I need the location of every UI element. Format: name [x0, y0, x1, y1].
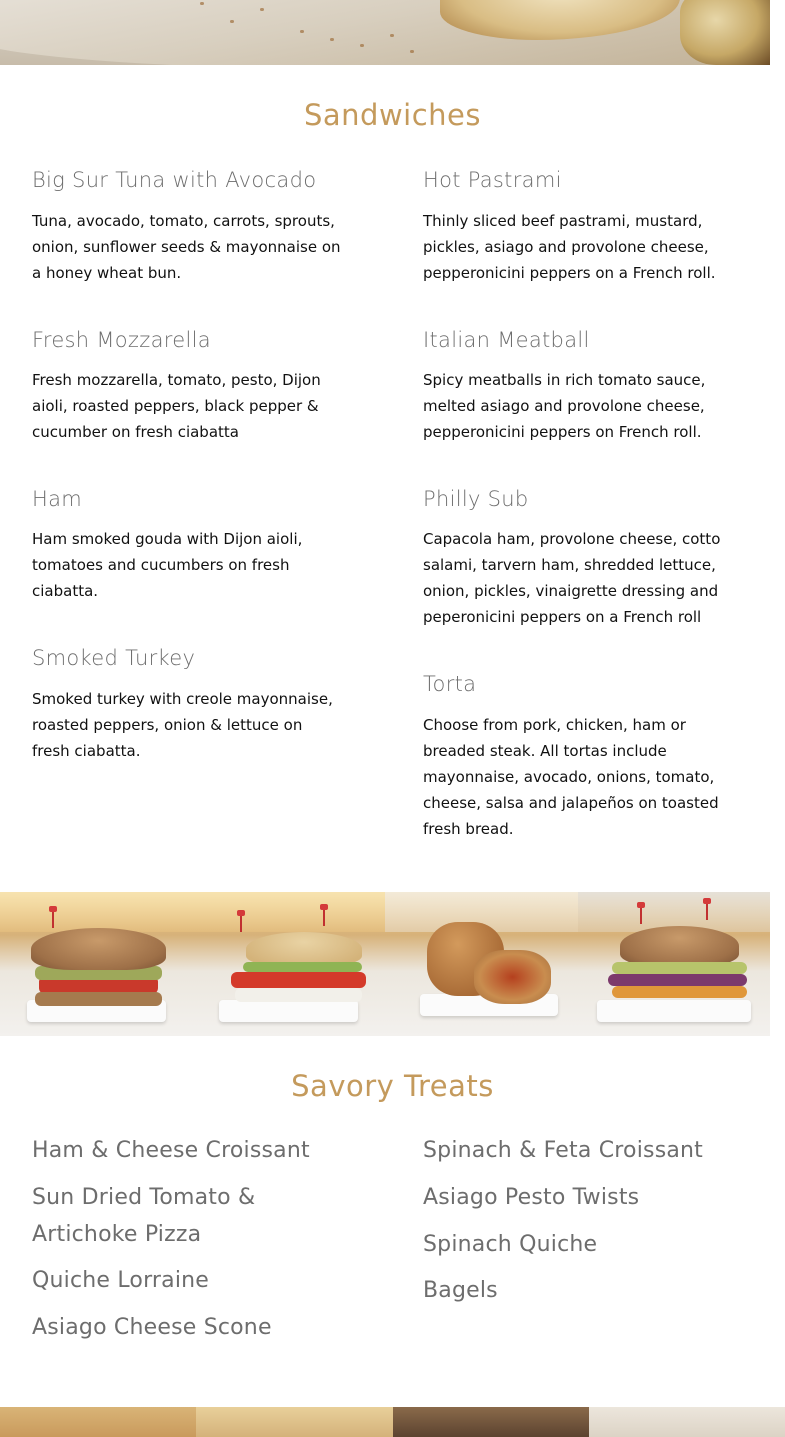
treat-photo[interactable] — [393, 1407, 589, 1437]
menu-item-name: Hot Pastrami — [423, 168, 562, 192]
treat-item: Sun Dried Tomato & Artichoke Pizza — [32, 1185, 256, 1247]
sandwich-photo[interactable] — [0, 892, 193, 1036]
menu-item-name: Torta — [423, 672, 477, 696]
treat-item: Spinach & Feta Croissant — [423, 1138, 704, 1163]
menu-item-description: Capacola ham, provolone cheese, cotto salami, tarvern ham, shredded lettuce, onion, pickles, vinaigrette dressing and peperonicini peppers on a French roll — [423, 530, 721, 626]
sandwich-photo-gallery — [0, 892, 770, 1036]
savory-treats-heading: Savory Treats — [291, 1069, 494, 1103]
menu-item-description: Ham smoked gouda with Dijon aioli, tomatoes and cucumbers on fresh ciabatta. — [32, 530, 303, 600]
menu-item-name: Fresh Mozzarella — [32, 328, 211, 352]
menu-item-name: Big Sur Tuna with Avocado — [32, 168, 317, 192]
sandwich-photo[interactable] — [578, 892, 771, 1036]
hero-photo — [0, 0, 770, 65]
menu-item-description: Fresh mozzarella, tomato, pesto, Dijon aioli, roasted peppers, black pepper & cucumber on fresh ciabatta — [32, 371, 321, 441]
menu-item-description: Choose from pork, chicken, ham or breaded steak. All tortas include mayonnaise, avocado, onions, tomato, cheese, salsa and jalapeños on toasted fresh bread. — [423, 716, 719, 838]
treat-item: Ham & Cheese Croissant — [32, 1138, 310, 1163]
treat-item: Spinach Quiche — [423, 1232, 598, 1257]
sandwiches-heading: Sandwiches — [303, 98, 482, 132]
treat-item: Asiago Pesto Twists — [423, 1185, 640, 1210]
treats-photo-gallery — [0, 1407, 785, 1437]
menu-item-description: Thinly sliced beef pastrami, mustard, pickles, asiago and provolone cheese, pepperonicini peppers on a French roll. — [423, 212, 716, 282]
menu-item-description: Tuna, avocado, tomato, carrots, sprouts, onion, sunflower seeds & mayonnaise on a honey wheat bun. — [32, 212, 341, 282]
menu-item-name: Ham — [32, 487, 83, 511]
treat-item: Asiago Cheese Scone — [32, 1315, 272, 1340]
menu-item-name: Smoked Turkey — [32, 646, 196, 670]
treat-item: Bagels — [423, 1278, 498, 1303]
sandwich-photo[interactable] — [385, 892, 578, 1036]
treat-item: Quiche Lorraine — [32, 1268, 210, 1293]
treat-photo[interactable] — [589, 1407, 785, 1437]
menu-item-description: Smoked turkey with creole mayonnaise, roasted peppers, onion & lettuce on fresh ciabatta. — [32, 690, 333, 760]
menu-item-name: Italian Meatball — [423, 328, 590, 352]
bread-slice — [680, 0, 770, 65]
menu-item-description: Spicy meatballs in rich tomato sauce, melted asiago and provolone cheese, pepperonicini peppers on French roll. — [423, 371, 706, 441]
treat-photo[interactable] — [196, 1407, 392, 1437]
sandwich-photo[interactable] — [193, 892, 386, 1036]
menu-item-name: Philly Sub — [423, 487, 529, 511]
treat-photo[interactable] — [0, 1407, 196, 1437]
